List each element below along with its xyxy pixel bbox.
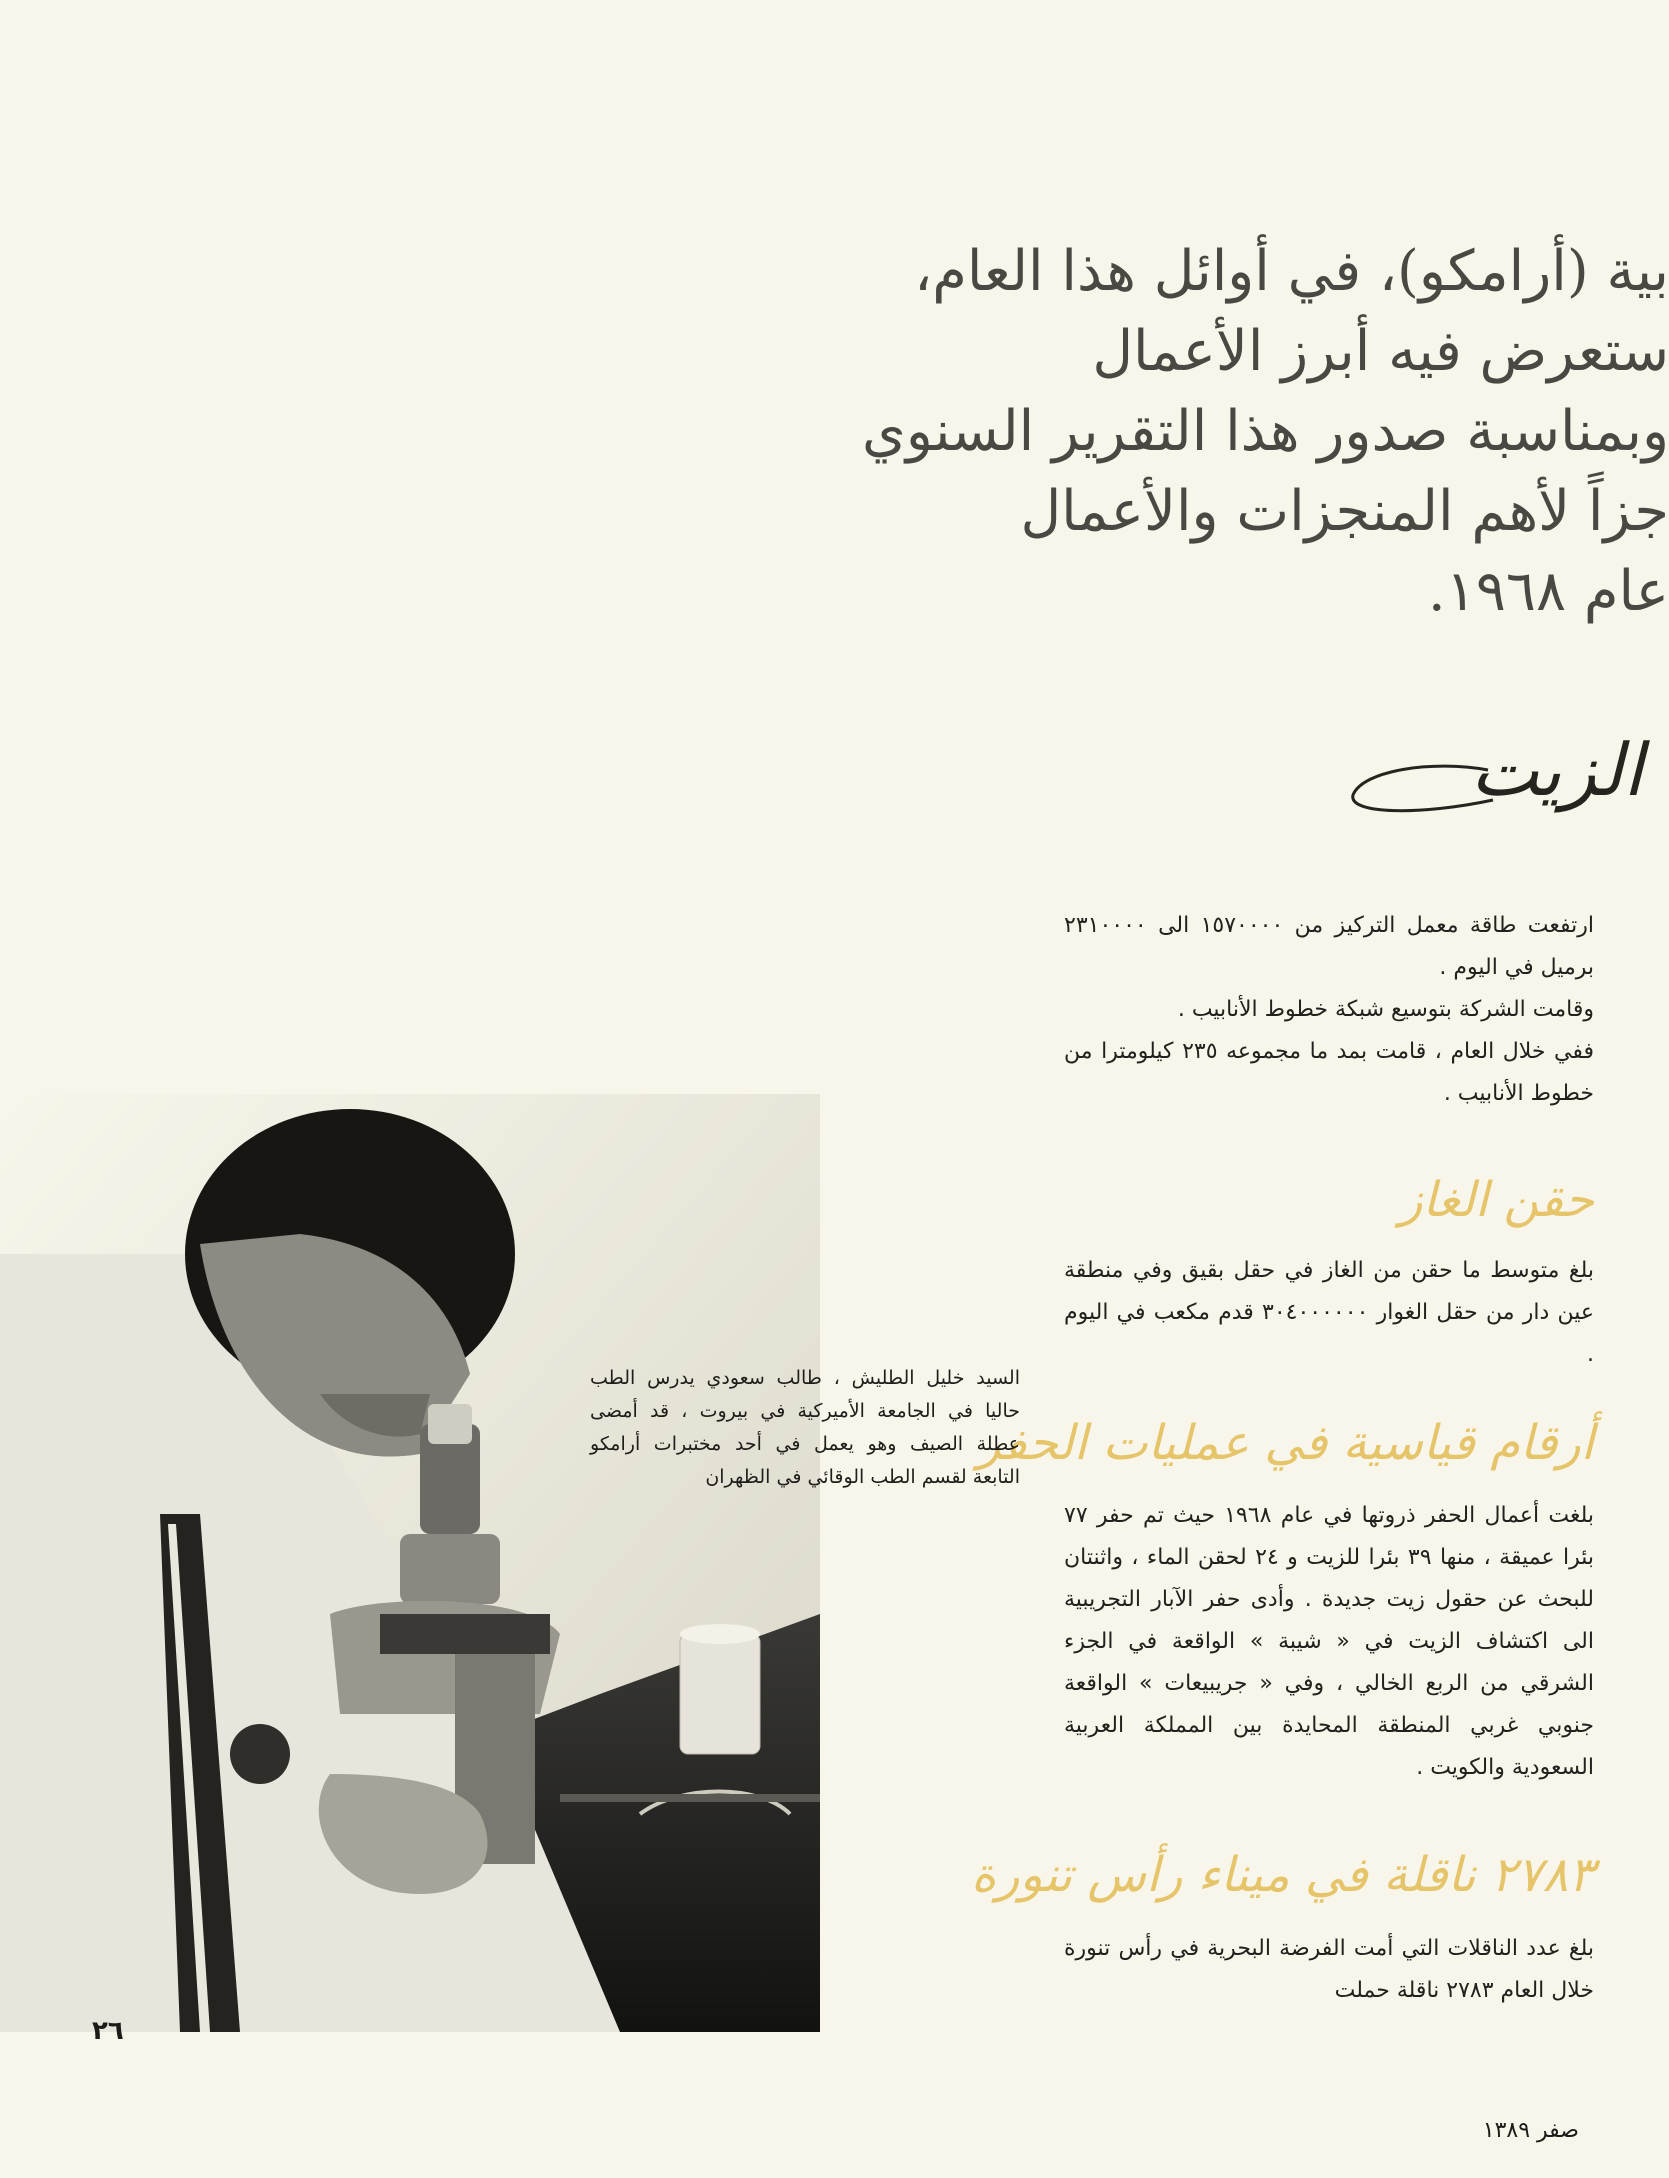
tankers-section-heading: ٢٧٨٣ ناقلة في ميناء رأس تنورة xyxy=(971,1847,1594,1903)
calligraphy-swash-icon xyxy=(1343,760,1493,820)
lab-photo xyxy=(0,1094,820,2032)
oil-section-body xyxy=(1064,905,1594,1115)
intro-line: وبمناسبة صدور هذا التقرير السنوي xyxy=(862,399,1669,464)
oil-paragraph: ففي خلال العام ، قامت بمد ما مجموعه ٢٣٥ كيلومترا من خطوط الأنابيب . xyxy=(1064,1039,1594,1106)
gas-section-body xyxy=(1064,1250,1594,1376)
issue-date: صفر ١٣٨٩ xyxy=(1482,2118,1579,2143)
page-number: ٢٦ xyxy=(92,2016,124,2046)
intro-headline xyxy=(862,232,1669,632)
tankers-paragraph: بلغ عدد الناقلات التي أمت الفرضة البحرية في رأس تنورة خلال العام ٢٧٨٣ ناقلة حملت xyxy=(1064,1936,1594,2003)
drilling-section-heading: أرقام قياسية في عمليات الحفر xyxy=(977,1415,1594,1471)
photo-caption: السيد خليل الطليش ، طالب سعودي يدرس الطب حاليا في الجامعة الأميركية في بيروت ، قد أمضى عطلة الصيف وهو يعمل في أحد مختبرات أرامكو التابعة لقسم الطب الوقائي في الظهران xyxy=(590,1367,1020,1488)
gas-paragraph: بلغ متوسط ما حقن من الغاز في حقل بقيق وفي منطقة عين دار من حقل الغوار ٣٠٤٠٠٠٠٠٠ قدم مكعب في اليوم . xyxy=(1064,1258,1594,1367)
oil-paragraph: وقامت الشركة بتوسيع شبكة خطوط الأنابيب . xyxy=(1177,997,1594,1022)
oil-section-heading xyxy=(1343,720,1643,830)
oil-paragraph: ارتفعت طاقة معمل التركيز من ١٥٧٠٠٠٠ الى ٢٣١٠٠٠٠ برميل في اليوم . xyxy=(1064,913,1594,980)
intro-line: عام ١٩٦٨. xyxy=(1427,559,1669,624)
intro-line: ستعرض فيه أبرز الأعمال xyxy=(1092,319,1669,384)
intro-line: بية (أرامكو)، في أوائل هذا العام، xyxy=(914,239,1669,304)
drilling-paragraph: بلغت أعمال الحفر ذروتها في عام ١٩٦٨ حيث تم حفر ٧٧ بئرا عميقة ، منها ٣٩ بئرا للزيت و ٢٤ لحقن الماء ، واثنتان للبحث عن حقول زيت جديدة . وأدى حفر الآبار التجريبية الى اكتشاف الزيت في « شيبة » الواقعة في الجزء الشرقي من الربع الخالي ، وفي « جريبيعات » الواقعة جنوبي غربي المنطقة المحايدة بين المملكة العربية السعودية والكويت . xyxy=(1064,1503,1595,1780)
oil-heading-text: الزيت xyxy=(1470,728,1643,812)
drilling-section-body xyxy=(1064,1495,1594,1789)
intro-line: جزاً لأهم المنجزات والأعمال xyxy=(1020,479,1669,544)
microscope-student-illustration xyxy=(0,1094,820,2032)
gas-section-heading: حقن الغاز xyxy=(1399,1172,1594,1228)
tankers-section-body xyxy=(1064,1928,1594,2012)
